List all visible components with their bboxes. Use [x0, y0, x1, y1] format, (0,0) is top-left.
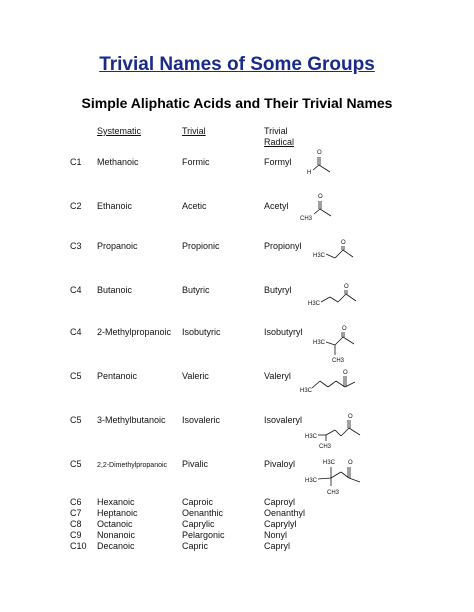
row-systematic: 2,2-Dimethylpropanoic — [97, 462, 168, 469]
row-carbon: C2 — [70, 201, 82, 211]
atom-h3c: H3C — [313, 340, 326, 346]
row-carbon: C10 — [70, 541, 87, 551]
row-carbon: C1 — [70, 157, 82, 167]
row-systematic: Hexanoic — [97, 497, 135, 507]
row-radical: Capryl — [264, 541, 291, 551]
pivaloyl-structure — [305, 454, 365, 499]
row-radical: Pivaloyl — [264, 459, 296, 469]
page-title: Trivial Names of Some Groups — [99, 54, 375, 75]
acetyl-structure — [300, 188, 350, 224]
atom-h3c-top: H3C — [323, 460, 336, 466]
atom-h3c: H3C — [305, 434, 318, 440]
row-trivial: Formic — [182, 157, 210, 167]
row-trivial: Acetic — [182, 201, 207, 211]
row-carbon: C5 — [70, 415, 82, 425]
row-systematic: Heptanoic — [97, 508, 138, 518]
atom-o: O — [344, 284, 349, 290]
row-carbon: C8 — [70, 519, 82, 529]
row-trivial: Isobutyric — [182, 327, 221, 337]
atom-ch3: CH3 — [327, 490, 340, 496]
row-systematic: 2-Methylpropanoic — [97, 327, 172, 337]
atom-o: O — [342, 326, 347, 332]
row-radical: Propionyl — [264, 241, 302, 251]
row-radical: Oenanthyl — [264, 508, 306, 518]
row-trivial: Capric — [182, 541, 209, 551]
row-carbon: C7 — [70, 508, 82, 518]
row-systematic: Octanoic — [97, 519, 133, 529]
row-systematic: Propanoic — [97, 241, 138, 251]
row-radical: Nonyl — [264, 530, 288, 540]
row-systematic: Butanoic — [97, 285, 133, 295]
header-radical — [264, 126, 294, 148]
row-radical: Valeryl — [264, 371, 291, 381]
row-systematic: 3-Methylbutanoic — [97, 415, 166, 425]
row-trivial: Propionic — [182, 241, 220, 251]
atom-ch3: CH3 — [332, 358, 345, 364]
row-carbon: C9 — [70, 530, 82, 540]
row-trivial: Valeric — [182, 371, 209, 381]
row-carbon: C3 — [70, 241, 82, 251]
row-radical: Isobutyryl — [264, 327, 303, 337]
row-radical: Butyryl — [264, 285, 292, 295]
atom-ch3: CH3 — [300, 216, 313, 222]
atom-h: H — [307, 170, 312, 176]
valeryl-structure — [300, 366, 360, 396]
atom-o: O — [348, 414, 353, 420]
row-carbon: C4 — [70, 285, 82, 295]
row-systematic: Nonanoic — [97, 530, 136, 540]
header-radical-line2: Radical — [264, 137, 295, 147]
row-trivial: Oenanthic — [182, 508, 224, 518]
row-radical: Formyl — [264, 157, 292, 167]
row-trivial: Butyric — [182, 285, 210, 295]
row-trivial: Isovaleric — [182, 415, 221, 425]
propionyl-structure — [313, 236, 363, 266]
atom-ch3: CH3 — [319, 444, 332, 450]
formyl-structure — [300, 144, 340, 176]
row-carbon: C4 — [70, 327, 82, 337]
row-systematic: Ethanoic — [97, 201, 133, 211]
atom-o: O — [343, 370, 348, 376]
row-radical: Acetyl — [264, 201, 289, 211]
row-trivial: Pelargonic — [182, 530, 225, 540]
atom-o: O — [317, 150, 322, 156]
isobutyryl-structure — [313, 322, 363, 368]
row-radical: Caproyl — [264, 497, 296, 507]
butyryl-structure — [308, 280, 363, 310]
atom-h3c: H3C — [313, 253, 326, 259]
row-systematic: Methanoic — [97, 157, 139, 167]
atom-h3c: H3C — [300, 388, 313, 394]
row-systematic: Decanoic — [97, 541, 135, 551]
row-trivial: Caproic — [182, 497, 214, 507]
row-trivial: Pivalic — [182, 459, 209, 469]
header-radical-line1: Trivial — [264, 126, 288, 136]
isovaleryl-structure — [305, 410, 365, 454]
row-trivial: Caprylic — [182, 519, 215, 529]
row-radical: Caprylyl — [264, 519, 297, 529]
atom-o: O — [348, 460, 353, 466]
atom-h3c: H3C — [308, 301, 321, 307]
atom-h3c: H3C — [305, 478, 318, 484]
row-carbon: C5 — [70, 459, 82, 469]
row-radical: Isovaleryl — [264, 415, 303, 425]
section-subtitle: Simple Aliphatic Acids and Their Trivial Names — [81, 95, 393, 111]
atom-o: O — [318, 194, 323, 200]
row-systematic: Pentanoic — [97, 371, 138, 381]
header-systematic: Systematic — [97, 126, 142, 136]
row-carbon: C6 — [70, 497, 82, 507]
row-carbon: C5 — [70, 371, 82, 381]
header-trivial: Trivial — [182, 126, 206, 136]
atom-o: O — [341, 240, 346, 246]
